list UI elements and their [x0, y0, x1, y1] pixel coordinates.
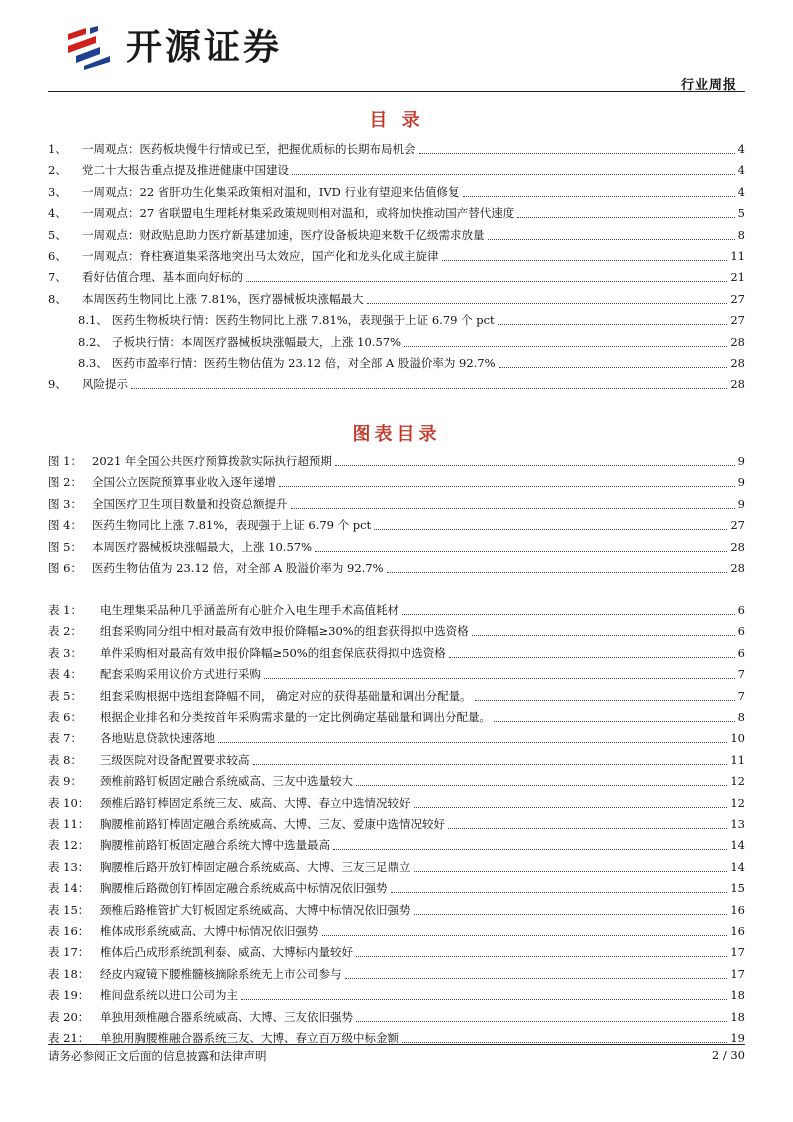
page-indicator: 2 / 30 — [711, 1048, 745, 1062]
brand-name: 开源证券 — [126, 27, 283, 68]
dot-leader — [414, 914, 728, 915]
entry-number: 6、 — [48, 249, 67, 263]
figure-entry[interactable] — [48, 494, 745, 514]
table-entry[interactable] — [48, 942, 745, 962]
dot-leader — [404, 346, 727, 347]
entry-text: 全国公立医院预算事业收入逐年递增 — [92, 475, 276, 490]
entry-number: 表 8： — [48, 752, 82, 767]
table-entry[interactable] — [48, 1028, 745, 1048]
dot-leader — [475, 700, 735, 701]
entry-text: 根据企业排名和分类按首年采购需求量的一定比例确定基础量和调出分配量。 — [100, 710, 491, 724]
entry-number: 1、 — [48, 142, 67, 156]
entry-page: 9 — [737, 454, 745, 468]
entry-number: 表 11： — [48, 817, 90, 831]
entry-text: 医药生物估值为 23.12 倍，对全部 A 股溢价率为 92.7% — [92, 561, 384, 575]
entry-text: 医药生物板块行情：医药生物同比上涨 7.81%，表现强于上证 6.79 个 pct — [112, 313, 495, 328]
entry-text: 本周医药生物同比上涨 7.81%，医疗器械板块涨幅最大 — [82, 291, 364, 306]
entry-number: 7、 — [48, 270, 67, 285]
entry-number: 表 7： — [48, 731, 82, 746]
entry-page: 4 — [737, 184, 745, 199]
entry-number: 表 16： — [48, 924, 90, 938]
entry-number: 表 13： — [48, 859, 90, 874]
entry-page: 14 — [730, 859, 745, 874]
entry-number: 图 1： — [48, 454, 82, 468]
entry-text: 一周观点：22 省肝功生化集采政策相对温和，IVD 行业有望迎来估值修复 — [82, 184, 460, 199]
table-entry[interactable] — [48, 900, 745, 920]
table-entry[interactable] — [48, 835, 745, 855]
dot-leader — [356, 1021, 727, 1022]
entry-number: 表 21： — [48, 1031, 90, 1045]
kaiyuan-logo-icon — [66, 26, 118, 70]
entry-text: 电生理集采品种几乎涵盖所有心脏介入电生理手术高值耗材 — [100, 603, 399, 617]
dot-leader — [367, 303, 728, 304]
entry-text: 胸腰椎后路微创钉棒固定融合系统威高中标情况依旧强势 — [100, 881, 388, 896]
dot-leader — [315, 551, 727, 552]
entry-text: 单件采购相对最高有效申报价降幅≥50%的组套保底获得拟中选资格 — [100, 645, 446, 660]
dot-leader — [442, 260, 728, 261]
table-entry[interactable] — [48, 771, 745, 791]
dot-leader — [253, 764, 728, 765]
dot-leader — [356, 956, 727, 957]
entry-text: 全国医疗卫生项目数量和投资总额提升 — [92, 496, 288, 511]
figure-entry[interactable] — [48, 558, 745, 578]
dot-leader — [499, 367, 728, 368]
entry-page: 7 — [737, 688, 745, 703]
dot-leader — [488, 239, 735, 240]
entry-number: 表 1： — [48, 603, 82, 617]
dot-leader — [246, 281, 727, 282]
entry-text: 各地贴息贷款快速落地 — [100, 731, 215, 746]
entry-number: 表 6： — [48, 710, 82, 724]
entry-page: 12 — [730, 774, 745, 789]
table-entry[interactable] — [48, 814, 745, 834]
entry-text: 组套采购同分组中相对最高有效申报价降幅≥30%的组套获得拟中选资格 — [100, 624, 469, 639]
entry-number: 表 15： — [48, 902, 90, 917]
figure-entry[interactable] — [48, 537, 745, 557]
entry-number: 图 5： — [48, 539, 82, 554]
toc-entry[interactable] — [48, 374, 745, 394]
toc-entry[interactable] — [48, 203, 745, 223]
entry-number: 表 3： — [48, 645, 82, 660]
entry-number: 表 17： — [48, 945, 90, 960]
entry-number: 表 19： — [48, 988, 90, 1003]
entry-text: 子板块行情：本周医疗器械板块涨幅最大，上涨 10.57% — [112, 334, 402, 349]
dot-leader — [356, 785, 727, 786]
figure-list-title: 图表目录 — [352, 424, 441, 445]
entry-page: 28 — [730, 561, 745, 575]
entry-page: 17 — [730, 966, 745, 981]
toc-entry[interactable] — [48, 225, 745, 245]
dot-leader — [374, 529, 727, 530]
entry-page: 15 — [730, 881, 745, 896]
table-entry[interactable] — [48, 1007, 745, 1027]
table-entry[interactable] — [48, 857, 745, 877]
entry-text: 风险提示 — [82, 377, 128, 392]
toc-title: 目 录 — [369, 110, 424, 131]
entry-page: 4 — [737, 142, 745, 156]
entry-page: 17 — [730, 945, 745, 960]
entry-number: 8、 — [48, 291, 67, 306]
entry-page: 18 — [730, 1009, 745, 1024]
table-entry[interactable] — [48, 600, 745, 620]
footer-disclaimer: 请务必参阅正文后面的信息披露和法律声明 — [48, 1049, 267, 1063]
entry-number: 表 10： — [48, 795, 90, 810]
table-entry[interactable] — [48, 793, 745, 813]
entry-page: 9 — [737, 496, 745, 511]
table-entry[interactable] — [48, 686, 745, 706]
figure-entry[interactable] — [48, 515, 745, 535]
entry-text: 一周观点：脊柱赛道集采落地突出马太效应，国产化和龙头化成主旋律 — [82, 249, 439, 263]
dot-leader — [449, 657, 735, 658]
entry-number: 表 20： — [48, 1009, 90, 1024]
dot-leader — [402, 1042, 727, 1043]
entry-text: 看好估值合理、基本面向好标的 — [82, 270, 243, 285]
dot-leader — [494, 721, 735, 722]
entry-page: 12 — [730, 795, 745, 810]
dot-leader — [322, 935, 728, 936]
toc-entry[interactable] — [48, 182, 745, 202]
entry-number: 表 12： — [48, 838, 90, 853]
entry-number: 图 3： — [48, 496, 82, 511]
entry-number: 8.3、 — [78, 356, 108, 370]
entry-page: 13 — [730, 817, 745, 831]
entry-text: 2021 年全国公共医疗预算拨款实际执行超预期 — [92, 454, 332, 468]
dot-leader — [131, 388, 727, 389]
entry-text: 单独用颈椎融合器系统威高、大博、三友依旧强势 — [100, 1009, 353, 1024]
entry-number: 图 2： — [48, 475, 82, 490]
table-entry[interactable] — [48, 707, 745, 727]
entry-page: 9 — [737, 475, 745, 490]
dot-leader — [241, 999, 727, 1000]
dot-leader — [335, 465, 735, 466]
entry-text: 颈椎前路钉板固定融合系统威高、三友中选量较大 — [100, 774, 353, 789]
dot-leader — [333, 849, 727, 850]
entry-text: 配套采购采用议价方式进行采购 — [100, 667, 261, 682]
entry-text: 单独用胸腰椎融合器系统三友、大博、春立百万级中标金额 — [100, 1031, 399, 1045]
entry-text: 三级医院对设备配置要求较高 — [100, 752, 250, 767]
entry-page: 27 — [730, 313, 745, 328]
entry-page: 7 — [737, 667, 745, 682]
entry-text: 胸腰椎前路钉板固定融合系统大博中选量最高 — [100, 838, 330, 853]
entry-page: 18 — [730, 988, 745, 1003]
dot-leader — [419, 153, 735, 154]
entry-number: 表 5： — [48, 688, 82, 703]
footer-divider — [48, 1044, 745, 1045]
table-entry[interactable] — [48, 664, 745, 684]
table-entry[interactable] — [48, 921, 745, 941]
dot-leader — [414, 871, 728, 872]
entry-page: 6 — [737, 624, 745, 639]
entry-text: 本周医疗器械板块涨幅最大，上涨 10.57% — [92, 539, 313, 554]
entry-text: 经皮内窥镜下腰椎髓核摘除系统无上市公司参与 — [100, 966, 342, 981]
entry-page: 28 — [730, 356, 745, 370]
entry-text: 组套采购根据中选组套降幅不同， 确定对应的获得基础量和调出分配量。 — [100, 688, 472, 703]
entry-page: 27 — [730, 291, 745, 306]
entry-text: 胸腰椎后路开放钉棒固定融合系统威高、大博、三友三足鼎立 — [100, 859, 411, 874]
dot-leader — [472, 635, 735, 636]
dot-leader — [291, 508, 735, 509]
entry-page: 16 — [730, 902, 745, 917]
entry-page: 11 — [730, 249, 745, 263]
entry-number: 表 9： — [48, 774, 82, 789]
table-entry[interactable] — [48, 728, 745, 748]
entry-text: 椎体成形系统威高、大博中标情况依旧强势 — [100, 924, 319, 938]
entry-page: 28 — [730, 377, 745, 392]
entry-text: 颈椎后路椎管扩大钉板固定系统威高、大博中标情况依旧强势 — [100, 902, 411, 917]
table-entry[interactable] — [48, 750, 745, 770]
entry-number: 4、 — [48, 206, 67, 221]
dot-leader — [448, 828, 727, 829]
entry-page: 16 — [730, 924, 745, 938]
entry-text: 颈椎后路钉棒固定系统三友、威高、大博、春立中选情况较好 — [100, 795, 411, 810]
document-type: 行业周报 — [680, 78, 737, 93]
entry-text: 一周观点：27 省联盟电生理耗材集采政策规则相对温和，或将加快推动国产替代速度 — [82, 206, 515, 221]
entry-number: 表 18： — [48, 966, 90, 981]
entry-number: 8.2、 — [78, 334, 108, 349]
toc-entry[interactable] — [48, 332, 745, 352]
entry-number: 图 4： — [48, 518, 82, 533]
entry-number: 2、 — [48, 163, 67, 178]
entry-number: 5、 — [48, 227, 67, 242]
entry-page: 11 — [730, 752, 745, 767]
entry-page: 6 — [737, 645, 745, 660]
entry-number: 表 4： — [48, 667, 82, 682]
entry-number: 表 14： — [48, 881, 90, 896]
entry-page: 10 — [730, 731, 745, 746]
table-entry[interactable] — [48, 643, 745, 663]
entry-text: 医药市盈率行情：医药生物估值为 23.12 倍，对全部 A 股溢价率为 92.7% — [112, 356, 496, 370]
dot-leader — [218, 742, 727, 743]
table-entry[interactable] — [48, 985, 745, 1005]
figure-entry[interactable] — [48, 472, 745, 492]
toc-entry[interactable] — [48, 267, 745, 287]
table-entry[interactable] — [48, 621, 745, 641]
toc-entry[interactable] — [48, 310, 745, 330]
dot-leader — [279, 486, 735, 487]
entry-page: 5 — [737, 206, 745, 221]
entry-page: 28 — [730, 539, 745, 554]
entry-number: 图 6： — [48, 561, 82, 575]
dot-leader — [463, 196, 735, 197]
toc-entry[interactable] — [48, 246, 745, 266]
entry-number: 9、 — [48, 377, 67, 392]
dot-leader — [391, 892, 728, 893]
entry-page: 27 — [730, 518, 745, 533]
toc-entry[interactable] — [48, 353, 745, 373]
entry-number: 3、 — [48, 184, 67, 199]
toc-entry[interactable] — [48, 289, 745, 309]
figure-entry[interactable] — [48, 451, 745, 471]
dot-leader — [414, 807, 728, 808]
brand-logo — [66, 24, 306, 72]
entry-text: 椎间盘系统以进口公司为主 — [100, 988, 238, 1003]
entry-page: 21 — [730, 270, 745, 285]
entry-page: 6 — [737, 603, 745, 617]
dot-leader — [517, 217, 734, 218]
toc-entry[interactable] — [48, 139, 745, 159]
header-divider — [48, 91, 745, 92]
toc-entry[interactable] — [48, 160, 745, 180]
entry-text: 胸腰椎前路钉棒固定融合系统威高、大博、三友、爱康中选情况较好 — [100, 817, 445, 831]
entry-page: 19 — [730, 1031, 745, 1045]
entry-page: 14 — [730, 838, 745, 853]
entry-text: 一周观点：医药板块慢牛行情或已至，把握优质标的长期布局机会 — [82, 142, 416, 156]
table-entry[interactable] — [48, 964, 745, 984]
entry-text: 党二十大报告重点提及推进健康中国建设 — [82, 163, 289, 178]
entry-page: 8 — [737, 227, 745, 242]
dot-leader — [498, 324, 728, 325]
entry-page: 4 — [737, 163, 745, 178]
entry-text: 医药生物同比上涨 7.81%，表现强于上证 6.79 个 pct — [92, 518, 372, 533]
entry-number: 表 2： — [48, 624, 82, 639]
dot-leader — [387, 572, 728, 573]
entry-text: 一周观点：财政贴息助力医疗新基建加速，医疗设备板块迎来数千亿级需求放量 — [82, 227, 485, 242]
entry-page: 8 — [737, 710, 745, 724]
entry-page: 28 — [730, 334, 745, 349]
dot-leader — [402, 614, 735, 615]
dot-leader — [292, 174, 735, 175]
entry-number: 8.1、 — [78, 313, 108, 328]
entry-text: 椎体后凸成形系统凯利泰、威高、大博标内量较好 — [100, 945, 353, 960]
dot-leader — [345, 978, 728, 979]
dot-leader — [264, 678, 735, 679]
table-entry[interactable] — [48, 878, 745, 898]
